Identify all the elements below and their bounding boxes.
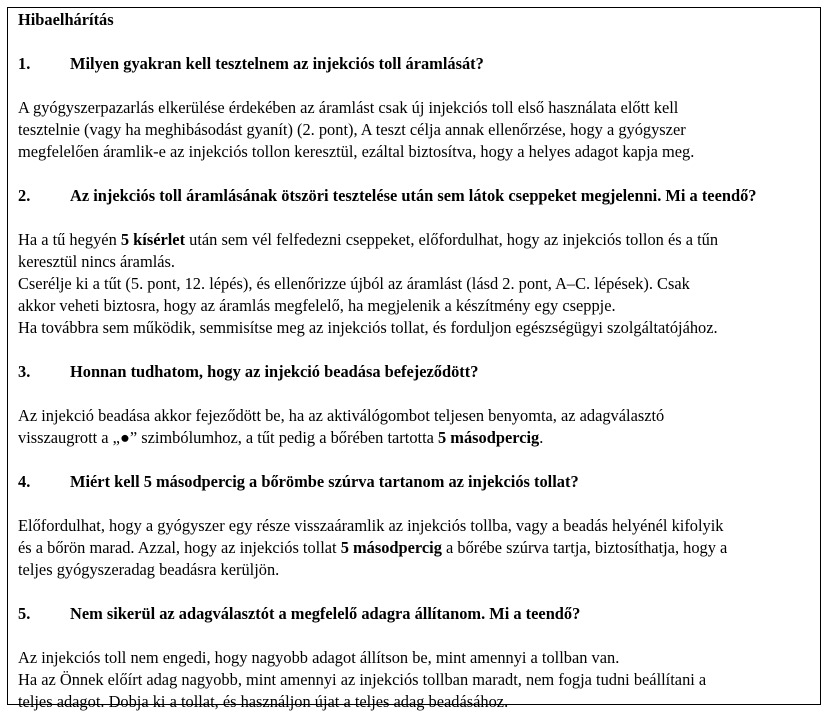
question-number: 3. — [18, 362, 31, 381]
answer-1-line-1: A gyógyszerpazarlás elkerülése érdekében az áramlást csak új injekciós toll első használata előtt kell — [18, 98, 679, 117]
answer-2-line-2: keresztül nincs áramlás. — [18, 252, 176, 271]
answer-5-line-1: Az injekciós toll nem engedi, hogy nagyobb adagot állítson be, mint amennyi a tollban van. — [18, 648, 620, 667]
answer-4-line-2: és a bőrön marad. Azzal, hogy az injekciós tollat 5 másodpercig a bőrébe szúrva tartja, biztosíthatja, hogy a — [18, 538, 728, 557]
question-1 — [18, 53, 818, 75]
answer-4-line-3: teljes gyógyszeradag beadásra kerüljön. — [18, 560, 280, 579]
document-frame — [7, 7, 821, 711]
question-number: 4. — [18, 472, 31, 491]
question-4 — [18, 471, 818, 493]
question-3 — [18, 361, 818, 383]
emphasis: 5 kísérlet — [120, 230, 186, 249]
emphasis: 5 másodpercig — [340, 538, 442, 557]
question-number: 5. — [18, 604, 31, 623]
question-text: Honnan tudhatom, hogy az injekció beadása befejeződött? — [70, 362, 479, 381]
answer-1-line-3: megfelelően áramlik-e az injekciós tollon keresztül, ezáltal biztosítva, hogy a helyes adagot kapja meg. — [18, 142, 695, 161]
answer-2-line-5: Ha továbbra sem működik, semmisítse meg az injekciós tollat, és forduljon egészségügyi szolgáltatójához. — [18, 318, 718, 337]
answer-2-line-3: Cserélje ki a tűt (5. pont, 12. lépés), és ellenőrizze újból az áramlást (lásd 2. pont, A–C. lépések). Csak — [18, 274, 690, 293]
question-text: Nem sikerül az adagválasztót a megfelelő adagra állítanom. Mi a teendő? — [70, 604, 581, 623]
answer-1-line-2: tesztelnie (vagy ha meghibásodást gyanít) (2. pont), A teszt célja annak ellenőrzése, hogy a gyógyszer — [18, 120, 686, 139]
question-5 — [18, 603, 818, 625]
answer-4-line-1: Előfordulhat, hogy a gyógyszer egy része visszaáramlik az injekciós tollba, vagy a beadás helyénél kifolyik — [18, 516, 724, 535]
question-number: 1. — [18, 54, 31, 73]
question-text: Miért kell 5 másodpercig a bőrömbe szúrva tartanom az injekciós tollat? — [70, 472, 579, 491]
question-2 — [18, 185, 818, 207]
answer-5-line-3: teljes adagot. Dobja ki a tollat, és használjon újat a teljes adag beadásához. — [18, 692, 509, 711]
question-text: Milyen gyakran kell tesztelnem az injekciós toll áramlását? — [70, 54, 484, 73]
question-text: Az injekciós toll áramlásának ötszöri tesztelése után sem látok cseppeket megjelenni. Mi a teendő? — [70, 186, 757, 205]
answer-2-line-4: akkor veheti biztosra, hogy az áramlás megfelelő, ha megjelenik a készítmény egy cseppje. — [18, 296, 616, 315]
answer-3-line-1: Az injekció beadása akkor fejeződött be, ha az aktiválógombot teljesen benyomta, az adagválasztó — [18, 406, 665, 425]
document-title: Hibaelhárítás — [18, 10, 114, 29]
answer-3-line-2: visszaugrott a „●” szimbólumhoz, a tűt pedig a bőrében tartotta 5 másodpercig. — [18, 428, 544, 447]
troubleshooting-document — [18, 9, 818, 713]
answer-5-line-2: Ha az Önnek előírt adag nagyobb, mint amennyi az injekciós tollban maradt, nem fogja tudni beállítani a — [18, 670, 707, 689]
answer-2-line-1: Ha a tű hegyén 5 kísérlet után sem vél felfedezni cseppeket, előfordulhat, hogy az injekciós tollon és a tűn — [18, 230, 719, 249]
emphasis: 5 másodpercig — [438, 428, 540, 447]
question-number: 2. — [18, 186, 31, 205]
